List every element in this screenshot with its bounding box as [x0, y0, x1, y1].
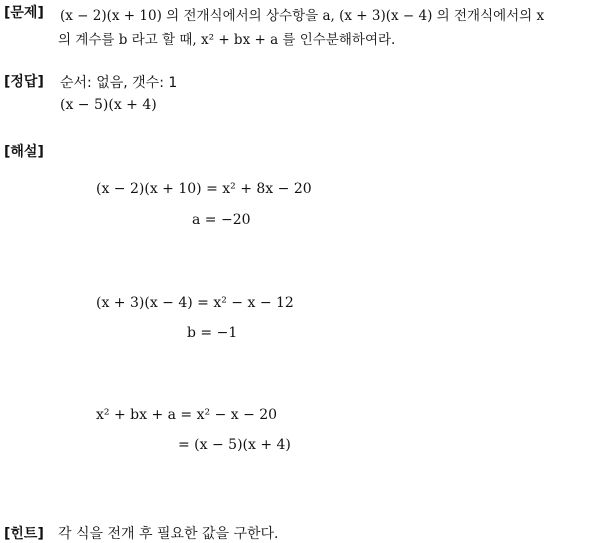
problem-line-2: 의 계수를 b 라고 할 때, x² + bx + a 를 인수분해하여라.: [58, 32, 396, 48]
answer-meta: 순서: 없음, 갯수: 1: [60, 75, 178, 91]
solution-label: [해설]: [4, 144, 44, 160]
solution-eq-2: a = −20: [192, 212, 251, 228]
answer-label: [정답]: [4, 74, 44, 90]
hint-label: [힌트]: [4, 526, 44, 542]
solution-eq-1: (x − 2)(x + 10) = x² + 8x − 20: [96, 181, 312, 197]
solution-eq-3: (x + 3)(x − 4) = x² − x − 12: [96, 295, 294, 311]
problem-line-1: (x − 2)(x + 10) 의 전개식에서의 상수항을 a, (x + 3)(x − 4) 의 전개식에서의 x: [60, 8, 545, 24]
solution-eq-4: b = −1: [187, 325, 238, 341]
solution-eq-5: x² + bx + a = x² − x − 20: [96, 407, 278, 423]
hint-text: 각 식을 전개 후 필요한 값을 구한다.: [58, 526, 279, 542]
answer-expression: (x − 5)(x + 4): [60, 97, 157, 113]
solution-eq-6: = (x − 5)(x + 4): [178, 437, 291, 453]
problem-label: [문제]: [4, 5, 44, 21]
